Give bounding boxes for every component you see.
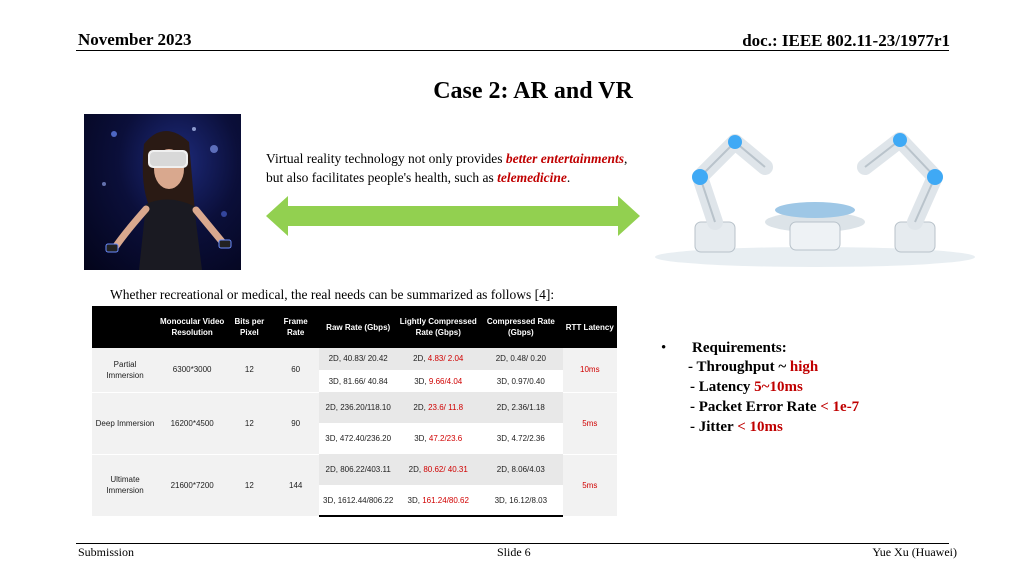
group-name: Partial Immersion <box>92 348 158 392</box>
footer-author: Yue Xu (Huawei) <box>872 545 957 559</box>
light-rate-value: 23.6/ 11.8 <box>428 402 464 412</box>
raw-rate-cell: 3D, 472.40/236.20 <box>319 423 397 454</box>
table-header-frame-rate: Frame Rate <box>272 306 319 348</box>
surgical-robot-illustration <box>650 122 980 272</box>
requirement-label: - Throughput ~ <box>688 359 790 375</box>
group-rtt: 10ms <box>563 348 617 392</box>
group-bits: 12 <box>226 392 272 454</box>
group-rtt: 5ms <box>563 392 617 454</box>
header-date: November 2023 <box>78 30 192 49</box>
compressed-rate-cell: 3D, 0.97/0.40 <box>479 370 563 392</box>
requirements-table <box>92 306 617 517</box>
requirement-value: high <box>789 359 819 375</box>
requirement-value: < 10ms <box>737 419 783 435</box>
light-rate-value: 80.62/ 40.31 <box>423 464 468 474</box>
intro-highlight-entertainments: better entertainments <box>505 151 625 166</box>
table-header-empty <box>92 306 158 348</box>
light-rate-cell <box>397 485 479 516</box>
table-row <box>92 348 617 370</box>
intro-part3: but also facilitates people's health, such as <box>266 170 498 185</box>
raw-rate-cell: 2D, 806.22/403.11 <box>319 454 397 485</box>
light-rate-cell <box>397 454 479 485</box>
light-rate-prefix: 3D, <box>414 376 429 386</box>
intro-part4: . <box>566 170 571 185</box>
light-rate-cell <box>397 392 479 423</box>
raw-rate-cell: 3D, 81.66/ 40.84 <box>319 370 397 392</box>
group-bits: 12 <box>226 348 272 392</box>
double-arrow-icon <box>266 196 640 236</box>
requirement-jitter <box>690 417 783 437</box>
table-header-rtt-latency: RTT Latency <box>563 306 617 348</box>
requirement-value: < 1e-7 <box>820 399 860 415</box>
compressed-rate-cell: 2D, 2.36/1.18 <box>479 392 563 423</box>
compressed-rate-cell: 3D, 16.12/8.03 <box>479 485 563 516</box>
light-rate-prefix: 2D, <box>413 402 429 412</box>
footer-submission: Submission <box>78 545 135 559</box>
footer-divider <box>76 543 949 544</box>
table-header-resolution: Monocular Video Resolution <box>158 306 226 348</box>
intro-highlight-telemedicine: telemedicine <box>497 170 567 185</box>
group-name: Ultimate Immersion <box>92 454 158 516</box>
table-header-light-compressed: Lightly Compressed Rate (Gbps) <box>397 306 479 348</box>
group-resolution: 6300*3000 <box>158 348 226 392</box>
footer-slide-number: Slide 6 <box>497 545 531 559</box>
table-header-raw-rate: Raw Rate (Gbps) <box>319 306 397 348</box>
requirement-value: 5~10ms <box>754 379 803 395</box>
group-fps: 90 <box>272 392 319 454</box>
light-rate-prefix: 2D, <box>408 464 424 474</box>
light-rate-cell <box>397 348 479 370</box>
requirement-throughput <box>688 357 818 377</box>
table-row <box>92 392 617 423</box>
requirement-label: - Jitter <box>690 419 738 435</box>
header-doc-id: doc.: IEEE 802.11-23/1977r1 <box>742 31 950 50</box>
intro-part2: , <box>624 151 628 166</box>
light-rate-prefix: 3D, <box>407 495 423 505</box>
light-rate-prefix: 3D, <box>414 434 429 444</box>
light-rate-value: 9.66/4.04 <box>428 376 463 386</box>
requirements-title: Requirements: <box>692 340 787 356</box>
requirement-latency <box>690 377 803 397</box>
group-resolution: 16200*4500 <box>158 392 226 454</box>
light-rate-value: 4.83/ 2.04 <box>427 354 464 364</box>
vr-headset-photo <box>84 114 241 270</box>
light-rate-value: 161.24/80.62 <box>422 495 469 505</box>
group-resolution: 21600*7200 <box>158 454 226 516</box>
table-row <box>92 454 617 485</box>
table-header-row <box>92 306 617 348</box>
requirement-packet-error-rate <box>690 397 859 417</box>
table-header-compressed: Compressed Rate (Gbps) <box>479 306 563 348</box>
requirement-label: - Latency <box>690 379 755 395</box>
compressed-rate-cell: 2D, 8.06/4.03 <box>479 454 563 485</box>
light-rate-value: 47.2/23.6 <box>428 434 463 444</box>
group-fps: 144 <box>272 454 319 516</box>
group-bits: 12 <box>226 454 272 516</box>
raw-rate-cell: 2D, 40.83/ 20.42 <box>319 348 397 370</box>
compressed-rate-cell: 3D, 4.72/2.36 <box>479 423 563 454</box>
requirement-label: - Packet Error Rate <box>690 399 821 415</box>
group-name: Deep Immersion <box>92 392 158 454</box>
raw-rate-cell: 2D, 236.20/118.10 <box>319 392 397 423</box>
intro-text <box>266 149 686 187</box>
light-rate-cell <box>397 370 479 392</box>
raw-rate-cell: 3D, 1612.44/806.22 <box>319 485 397 516</box>
summary-text: Whether recreational or medical, the real needs can be summarized as follows [4]: <box>110 287 555 302</box>
group-rtt: 5ms <box>563 454 617 516</box>
bullet-icon: • <box>661 340 667 356</box>
compressed-rate-cell: 2D, 0.48/ 0.20 <box>479 348 563 370</box>
header-divider <box>76 50 949 51</box>
group-fps: 60 <box>272 348 319 392</box>
light-rate-prefix: 2D, <box>413 354 428 364</box>
table-header-bits-per-pixel: Bits per Pixel <box>226 306 272 348</box>
intro-part1: Virtual reality technology not only provides <box>266 151 506 166</box>
slide-title: Case 2: AR and VR <box>433 78 633 104</box>
light-rate-cell <box>397 423 479 454</box>
